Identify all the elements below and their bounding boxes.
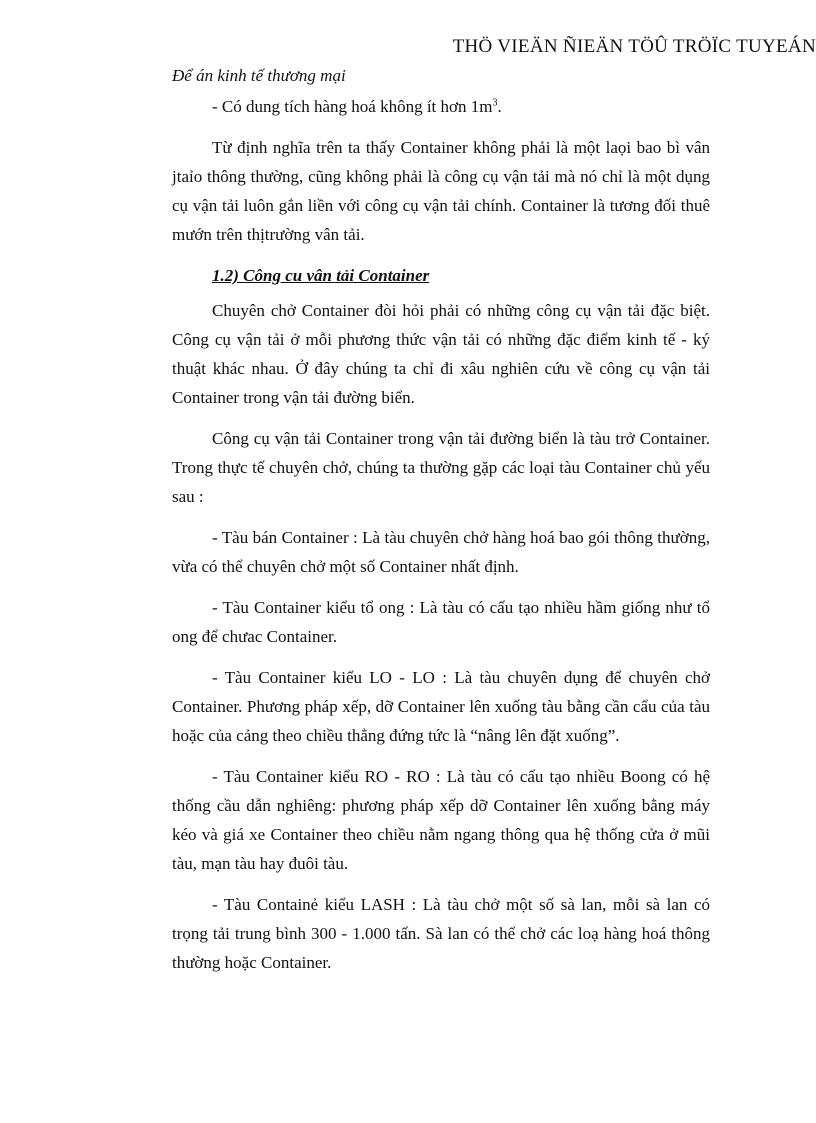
ship-type-item: - Tàu bán Container : Là tàu chuyên chở hàng hoá bao gói thông thường, vừa có thể chuyên chở một số Container nhất định. [172,528,710,576]
section-heading: 1.2) Công cu vân tải Container [212,266,430,285]
paragraph-intro: Chuyên chở Container đòi hỏi phải có những công cụ vận tải đặc biệt. Công cụ vận tải ở mỗi phương thức vận tải có những đặc điểm kinh tế - ký thuật khác nhau. Ở đây chúng ta chỉ đi xâu nghiên cứu về công cụ vận tải Container trong vận tải đường biển. [172,301,710,407]
document-body [172,92,710,989]
capacity-line: - Có dung tích hàng hoá không ít hơn $1m^3$. [212,97,502,116]
ship-type-item: - Tàu Container kiểu LO - LO : Là tàu chuyên dụng để chuyên chở Container. Phương pháp xếp, dỡ Container lên xuống tàu bằng cần cẩu của tàu hoặc của cảng theo chiều thẳng đứng tức là “nâng lên đặt xuống”. [172,668,710,745]
ship-type-item: - Tàu Containẻ kiểu LASH : Là tàu chở một số sà lan, mỗi sà lan có trọng tải trung bình 300 - 1.000 tấn. Sà lan có thể chở các loạ hàng hoá thông thường hoặc Container. [172,895,710,972]
ship-type-item: - Tàu Container kiểu RO - RO : Là tàu có cấu tạo nhiều Boong có hệ thống cầu dẫn nghiêng: phương pháp xếp dỡ Container lên xuống bằng máy kéo và giá xe Container theo chiều nằm ngang thông qua hệ thống cửa ở mũi tàu, mạn tàu hay đuôi tàu. [172,767,710,873]
paragraph-ships: Công cụ vận tải Container trong vận tải đường biển là tàu trở Container. Trong thực tế chuyên chở, chúng ta thường gặp các loại tàu Container chủ yếu sau : [172,429,710,506]
ship-type-item: - Tàu Container kiểu tổ ong : Là tàu có cấu tạo nhiều hầm giống như tổ ong để chưac Container. [172,598,710,646]
paragraph-definition: Từ định nghĩa trên ta thấy Container không phải là một laọi bao bì vân jtaỉo thông thường, cũng không phải là công cụ vận tải mà nó chỉ là một dụng cụ vận tải luôn gắn liền với công cụ vận tải chính. Container là tương đối thuê mướn trên thịtrường vân tải. [172,138,710,244]
watermark-text: THÖ VIEÄN ÑIEÄN TÖÛ TRÖÏC TUYEÁN [452,36,816,57]
page-header: Để án kinh tế thương mại [172,66,346,85]
